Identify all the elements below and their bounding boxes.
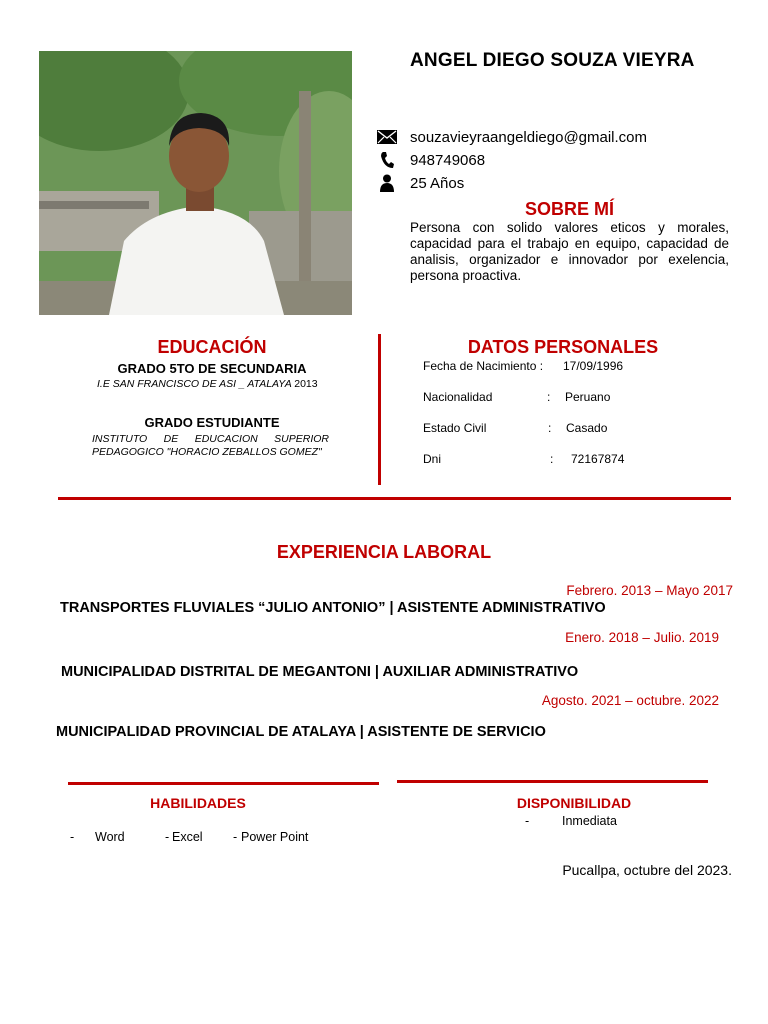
personal-data-title: DATOS PERSONALES [467, 337, 659, 357]
availability-item [525, 814, 617, 828]
personal-value: Peruano [565, 390, 611, 404]
profile-photo [39, 51, 352, 315]
skills-title: HABILIDADES [150, 795, 246, 811]
personal-value: Casado [566, 421, 608, 435]
about-title: SOBRE MÍ [524, 199, 614, 219]
age-text: 25 Años [410, 174, 465, 192]
skills-bullet: - [70, 830, 75, 844]
section-divider-vertical [378, 334, 381, 485]
job-position-1: TRANSPORTES FLUVIALES “JULIO ANTONIO” | ASISTENTE ADMINISTRATIVO [60, 600, 606, 616]
skills-bullet: - [165, 830, 170, 844]
personal-row-dni [423, 452, 624, 466]
personal-label: Nacionalidad [423, 390, 493, 404]
education-title: EDUCACIÓN [157, 337, 267, 357]
education-institution-1 [97, 378, 357, 390]
envelope-icon [376, 128, 398, 146]
availability-divider [397, 780, 708, 783]
email-text[interactable]: souzavieyraangeldiego@gmail.com [410, 128, 648, 146]
personal-label: Fecha de Nacimiento : [423, 359, 544, 373]
job-date-2: Enero. 2018 – Julio. 2019 [565, 630, 719, 645]
about-text: Persona con solido valores eticos y morales, capacidad para el trabajo en equipo, capacidad de analisis, organizador e innovador por exelencia, persona proactiva. [410, 220, 729, 283]
personal-value: 17/09/1996 [563, 359, 624, 373]
skills-list [70, 830, 308, 844]
personal-label: Estado Civil [423, 421, 487, 435]
skill-item: Excel [172, 830, 203, 844]
age-row [376, 173, 464, 193]
personal-sep: : [550, 452, 554, 466]
job-date-3: Agosto. 2021 – octubre. 2022 [541, 693, 719, 708]
skill-item: Word [95, 830, 125, 844]
phone-text: 948749068 [410, 151, 486, 169]
phone-icon [376, 151, 398, 169]
section-divider-horizontal [58, 497, 731, 500]
job-position-3: MUNICIPALIDAD PROVINCIAL DE ATALAYA | ASISTENTE DE SERVICIO [56, 724, 546, 740]
phone-row [376, 150, 485, 170]
personal-sep: : [548, 421, 552, 435]
skills-divider [68, 782, 379, 785]
skill-item: Power Point [241, 830, 309, 844]
candidate-name: ANGEL DIEGO SOUZA VIEYRA [410, 50, 695, 71]
education-degree-1: GRADO 5TO DE SECUNDARIA [117, 361, 307, 376]
availability-value: Inmediata [562, 814, 617, 828]
availability-title: DISPONIBILIDAD [516, 795, 632, 811]
availability-bullet: - [525, 814, 530, 828]
personal-sep: : [547, 390, 551, 404]
personal-row-nationality [423, 390, 610, 404]
education-year-1: 2013 [294, 378, 318, 390]
education-degree-2: GRADO ESTUDIANTE [144, 415, 280, 430]
job-position-2: MUNICIPALIDAD DISTRITAL DE MEGANTONI | AUXILIAR ADMINISTRATIVO [61, 664, 579, 680]
person-icon [376, 174, 398, 192]
place-date: Pucallpa, octubre del 2023. [562, 862, 732, 878]
email-row [376, 127, 647, 147]
personal-row-civil-status [423, 421, 607, 435]
personal-row-birthdate [423, 359, 623, 373]
education-institution-1-name: I.E SAN FRANCISCO DE ASI _ ATALAYA [97, 378, 292, 390]
skills-bullet: - [233, 830, 238, 844]
education-institution-2: INSTITUTO DE EDUCACION SUPERIOR PEDAGOGICO "HORACIO ZEBALLOS GOMEZ" [92, 433, 329, 458]
personal-label: Dni [423, 452, 442, 466]
experience-title: EXPERIENCIA LABORAL [276, 542, 492, 562]
personal-value: 72167874 [571, 452, 625, 466]
job-date-1: Febrero. 2013 – Mayo 2017 [566, 583, 733, 598]
